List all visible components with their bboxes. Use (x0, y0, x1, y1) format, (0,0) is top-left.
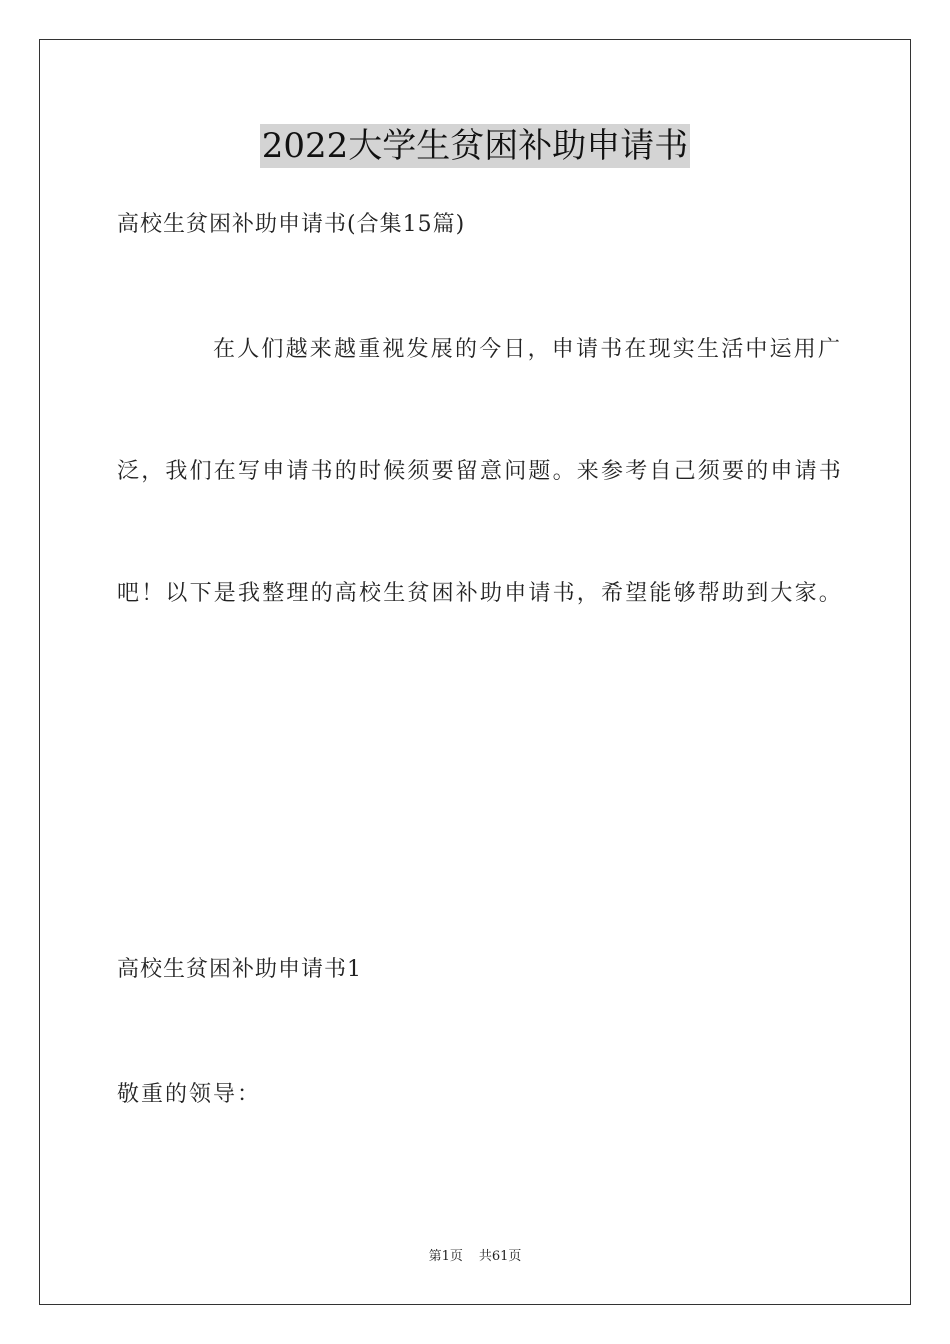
greeting: 敬重的领导： (117, 1082, 262, 1107)
page-number: 第1页 (428, 1249, 463, 1264)
paragraph-line-2: 泛，我们在写申请书的时候须要留意问题。来参考自己须要的申请书 (117, 459, 844, 484)
paragraph-line-1: 在人们越来越重视发展的今日，申请书在现实生活中运用广 (213, 337, 843, 362)
document-subtitle: 高校生贫困补助申请书(合集15篇) (117, 212, 466, 237)
page-total: 共61页 (478, 1249, 522, 1264)
section-heading: 高校生贫困补助申请书1 (117, 957, 362, 982)
title-container (0, 124, 950, 168)
page-footer (0, 1248, 950, 1266)
document-title: 2022大学生贫困补助申请书 (261, 126, 689, 166)
paragraph-line-3: 吧！以下是我整理的高校生贫困补助申请书，希望能够帮助到大家。 (117, 581, 844, 606)
